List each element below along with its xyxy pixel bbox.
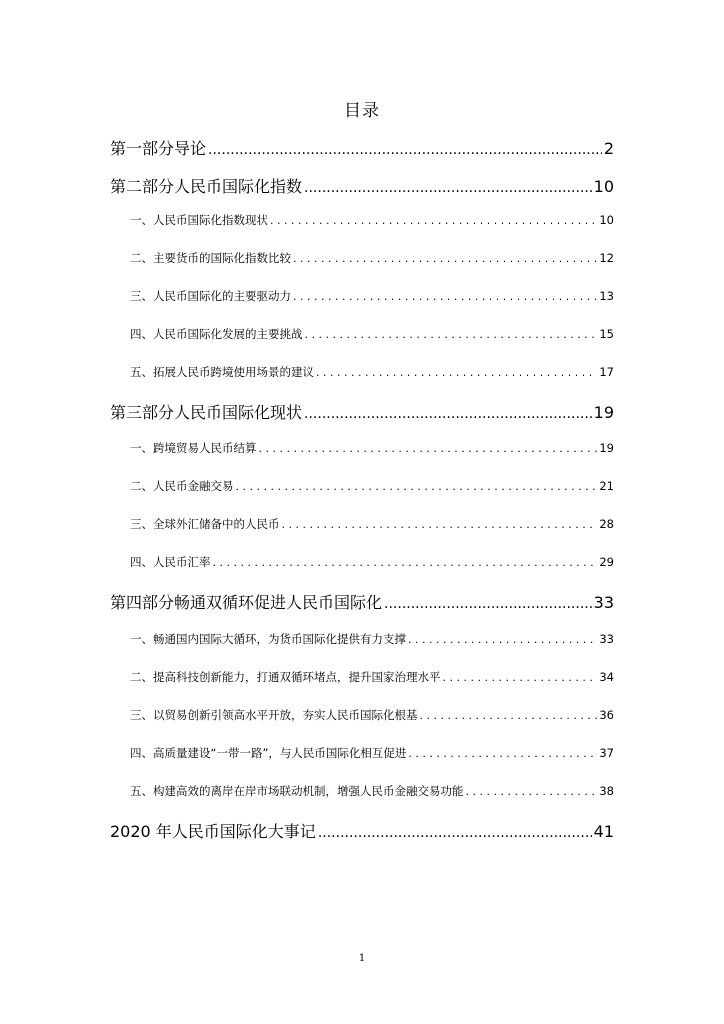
toc-entry-label: 四、人民币汇率 xyxy=(130,555,211,569)
toc-entry-page: 36 xyxy=(599,708,614,722)
dot-leader xyxy=(293,289,597,303)
toc-entry-label: 五、构建高效的离岸在岸市场联动机制，增强人民币金融交易功能 xyxy=(130,784,464,798)
toc-subentry[interactable] xyxy=(130,364,614,380)
dot-leader xyxy=(282,517,598,531)
toc-subentry[interactable] xyxy=(130,288,614,304)
toc-entry-label: 四、人民币国际化发展的主要挑战 xyxy=(130,327,303,341)
dot-leader xyxy=(466,784,598,798)
dot-leader xyxy=(304,403,592,422)
toc-entry-page: 38 xyxy=(599,784,614,798)
toc-entry[interactable] xyxy=(110,136,614,159)
dot-leader xyxy=(384,593,592,612)
toc-subentry[interactable] xyxy=(130,478,614,494)
toc-subentry[interactable] xyxy=(130,631,614,647)
toc-subentry[interactable] xyxy=(130,212,614,228)
toc-entry-page: 2 xyxy=(603,139,614,158)
dot-leader xyxy=(420,708,598,722)
toc-entry-label: 一、人民币国际化指数现状 xyxy=(130,213,268,227)
dot-leader xyxy=(408,632,597,646)
toc-subentry[interactable] xyxy=(130,783,614,799)
toc-entry-page: 29 xyxy=(599,555,614,569)
toc-entry-label: 第二部分人民币国际化指数 xyxy=(110,177,303,196)
toc-subentry[interactable] xyxy=(130,745,614,761)
toc-entry-page: 33 xyxy=(599,632,614,646)
toc-entry-page: 10 xyxy=(593,177,614,196)
toc-entry-label: 四、高质量建设“一带一路”，与人民币国际化相互促进 xyxy=(130,746,407,760)
dot-leader xyxy=(208,139,602,158)
toc-entry[interactable] xyxy=(110,819,614,842)
dot-leader xyxy=(318,822,592,841)
dot-leader xyxy=(304,177,592,196)
toc-entry-label: 2020 年人民币国际化大事记 xyxy=(110,822,316,841)
toc-subentry[interactable] xyxy=(130,326,614,342)
toc-entry-page: 17 xyxy=(599,365,614,379)
toc-entry-page: 19 xyxy=(593,403,614,422)
dot-leader xyxy=(270,213,597,227)
toc-entry-page: 34 xyxy=(599,670,614,684)
toc-entry-label: 第三部分人民币国际化现状 xyxy=(110,403,303,422)
toc-entry-label: 一、畅通国内国际大循环，为货币国际化提供有力支撑 xyxy=(130,632,406,646)
dot-leader xyxy=(316,365,597,379)
page-number: 1 xyxy=(358,953,366,964)
toc-entry-page: 21 xyxy=(599,479,614,493)
toc-entry[interactable] xyxy=(110,174,614,197)
toc-title: 目录 xyxy=(344,101,380,121)
toc-entry-page: 33 xyxy=(593,593,614,612)
toc-entry-label: 三、以贸易创新引领高水平开放，夯实人民币国际化根基 xyxy=(130,708,418,722)
dot-leader xyxy=(259,441,598,455)
toc-entry[interactable] xyxy=(110,400,614,423)
toc-entry-page: 41 xyxy=(593,822,614,841)
toc-subentry[interactable] xyxy=(130,669,614,685)
toc-subentry[interactable] xyxy=(130,250,614,266)
toc-entry-label: 二、人民币金融交易 xyxy=(130,479,234,493)
toc-entry-page: 37 xyxy=(599,746,614,760)
dot-leader xyxy=(293,251,597,265)
dot-leader xyxy=(408,746,597,760)
toc-entry-label: 第四部分畅通双循环促进人民币国际化 xyxy=(110,593,383,612)
toc-entry-page: 13 xyxy=(599,289,614,303)
dot-leader xyxy=(305,327,598,341)
dot-leader xyxy=(213,555,598,569)
toc-entry-label: 二、提高科技创新能力，打通双循环堵点，提升国家治理水平 xyxy=(130,670,441,684)
toc-entry-label: 三、全球外汇储备中的人民币 xyxy=(130,517,280,531)
toc-entry-label: 五、拓展人民币跨境使用场景的建议 xyxy=(130,365,314,379)
toc-entry-page: 12 xyxy=(599,251,614,265)
toc-entry-label: 一、跨境贸易人民币结算 xyxy=(130,441,257,455)
toc-entry-label: 二、主要货币的国际化指数比较 xyxy=(130,251,291,265)
toc-subentry[interactable] xyxy=(130,707,614,723)
toc-entry-page: 28 xyxy=(599,517,614,531)
toc-entry[interactable] xyxy=(110,590,614,613)
toc-entry-page: 15 xyxy=(599,327,614,341)
toc-subentry[interactable] xyxy=(130,516,614,532)
dot-leader xyxy=(443,670,598,684)
toc-entry-page: 10 xyxy=(599,213,614,227)
toc-entry-page: 19 xyxy=(599,441,614,455)
dot-leader xyxy=(236,479,598,493)
toc-subentry[interactable] xyxy=(130,440,614,456)
toc-entry-label: 三、人民币国际化的主要驱动力 xyxy=(130,289,291,303)
toc-subentry[interactable] xyxy=(130,554,614,570)
toc-entry-label: 第一部分导论 xyxy=(110,139,207,158)
